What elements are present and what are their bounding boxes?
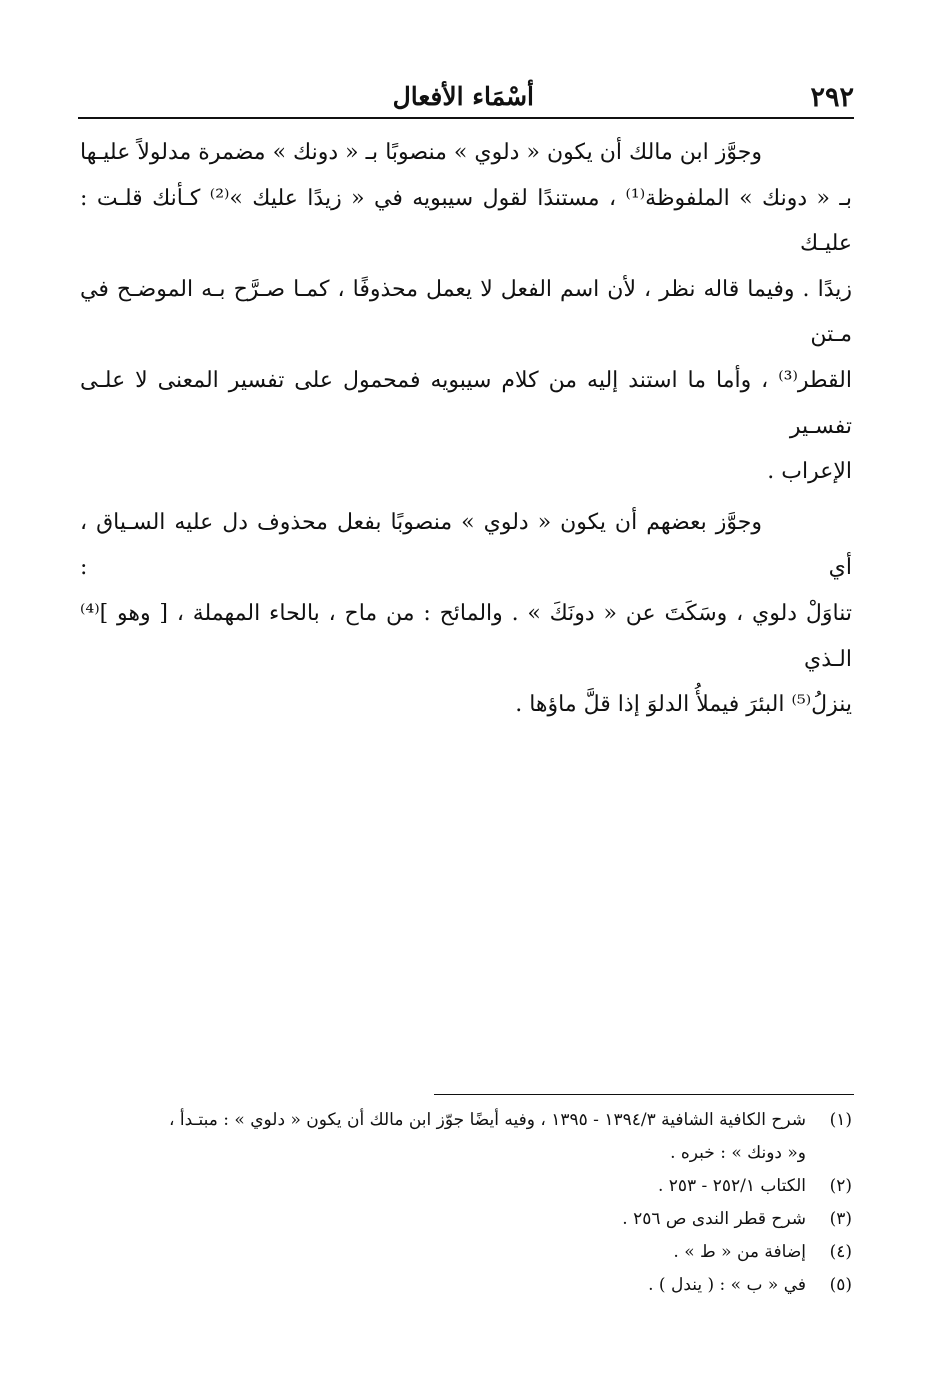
footnote-4 [80, 1236, 852, 1269]
text-line: الإعراب . [767, 459, 852, 485]
footnote-text: شرح الكافية الشافية ١٣٩٤/٣ - ١٣٩٥ ، وفيه أيضًا جوّز ابن مالك أن يكون « دلوي » : مبتـدأ ، [169, 1110, 806, 1130]
footnote-text: الكتاب ٢٥٢/١ - ٢٥٣ . [657, 1176, 806, 1196]
text-line: تناوَلْ دلوي ، وسَكَتَ عن « دونَكَ » . والمائح : من ماح ، بالحاء المهملة ، [ وهو ]⁽⁴⁾ الـذي [80, 600, 852, 672]
page-header [78, 82, 854, 114]
footnote-separator [434, 1094, 854, 1095]
text-line: وجوَّز بعضهم أن يكون « دلوي » منصوبًا بفعل محذوف دل عليه السـياق ، أي : [80, 509, 852, 581]
footnote-1 [80, 1104, 852, 1137]
footnote-number: (٢) [829, 1176, 852, 1196]
footnotes [80, 1104, 852, 1302]
main-text [80, 130, 852, 733]
text-line: ينزلُ⁽⁵⁾ البئرَ فيملأُ الدلوَ إذا قلَّ ماؤها . [515, 692, 852, 718]
footnote-text: شرح قطر الندى ص ٢٥٦ . [622, 1209, 806, 1229]
footnote-text: في « ب » : ( يندل ) . [648, 1275, 806, 1295]
footnote-number: (٥) [829, 1275, 852, 1295]
paragraph-2 [80, 500, 852, 728]
text-line: القطر⁽³⁾ ، وأما ما استند إليه من كلام سيبويه فمحمول على تفسير المعنى لا علـى تفسـير [80, 367, 852, 439]
footnote-continuation: و« دونك » : خبره . [670, 1143, 806, 1163]
text-line: بـ « دونك » الملفوظة⁽¹⁾ ، مستندًا لقول سيبويه في « زيدًا عليك »⁽²⁾ كـأنك قلـت : عليـك [80, 185, 852, 257]
paragraph-1 [80, 130, 852, 495]
text-line: زيدًا . وفيما قاله نظر ، لأن اسم الفعل لا يعمل محذوفًا ، كمـا صـرَّح بـه الموضـح في مـتن [80, 276, 852, 348]
running-title: أسْمَاء الأفعال [392, 82, 534, 111]
footnote-5 [80, 1269, 852, 1302]
footnote-number: (٤) [829, 1242, 852, 1262]
footnote-text: إضافة من « ط » . [673, 1242, 806, 1262]
text-line: وجوَّز ابن مالك أن يكون « دلوي » منصوبًا بـ « دونك » مضمرة مدلولاً عليـها [80, 140, 762, 165]
page-number: ٢٩٢ [810, 82, 854, 113]
footnote-2 [80, 1170, 852, 1203]
footnote-number: (١) [829, 1110, 852, 1130]
footnote-number: (٣) [829, 1209, 852, 1229]
header-rule [78, 117, 854, 119]
footnote-3 [80, 1203, 852, 1236]
